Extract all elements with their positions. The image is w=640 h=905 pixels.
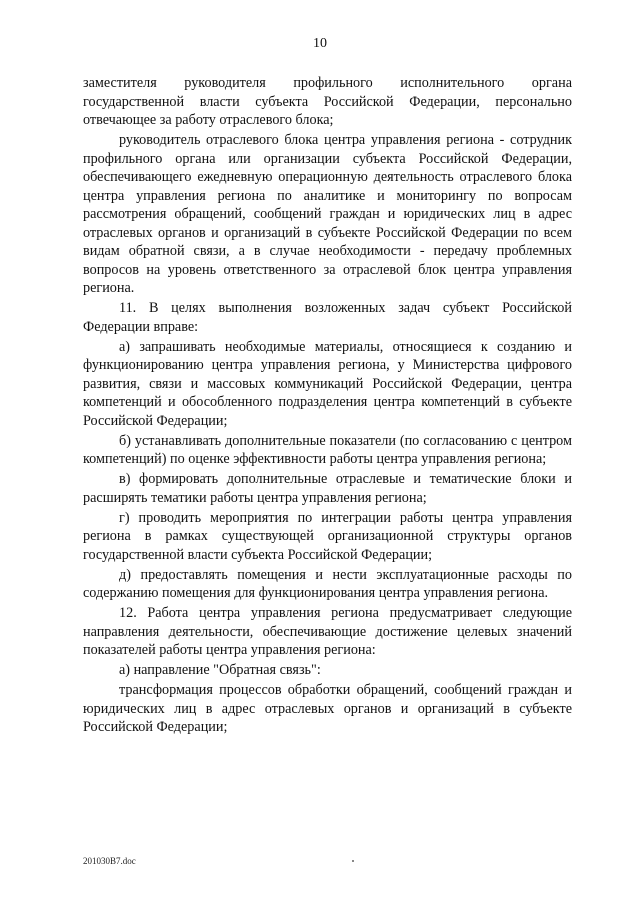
- paragraph-clause-11: 11. В целях выполнения возложенных задач субъект Российской Федерации вправе:: [83, 300, 572, 335]
- paragraph-clause-11-b: б) устанавливать дополнительные показатели (по согласованию с центром компетенций) по оценке эффективности работы центра управления региона;: [83, 432, 572, 467]
- paragraph-clause-11-a: а) запрашивать необходимые материалы, относящиеся к созданию и функционированию центра управления региона, у Министерства цифрового развития, связи и массовых коммуникаций Российской Федерации, центра компетенций и обособленного подразделения центра компетенций в субъекте Российской Федерации;: [83, 338, 572, 429]
- paragraph-continuation: заместителя руководителя профильного исполнительного органа государственной власти субъекта Российской Федерации, персонально отвечающее за работу отраслевого блока;: [83, 75, 572, 128]
- paragraph-clause-12-a: а) направление "Обратная связь":: [119, 662, 321, 678]
- page-number: 10: [313, 36, 327, 51]
- paragraph-clause-11-d: д) предоставлять помещения и нести эксплуатационные расходы по содержанию помещения для функционирования центра управления региона.: [83, 566, 572, 601]
- document-body: [83, 74, 572, 738]
- paragraph-clause-11-v: в) формировать дополнительные отраслевые и тематические блоки и расширять тематики работы центра управления региона;: [83, 471, 572, 506]
- footer-dot-mark: [352, 860, 354, 862]
- paragraph-feedback-transformation: трансформация процессов обработки обращений, сообщений граждан и юридических лиц в адрес отраслевых органов и организаций в субъекте Российской Федерации;: [83, 682, 572, 735]
- paragraph-clause-12: 12. Работа центра управления региона предусматривает следующие направления деятельности, обеспечивающие достижение целевых значений показателей работы центра управления региона:: [83, 605, 572, 658]
- paragraph-block-head: руководитель отраслевого блока центра управления региона - сотрудник профильного органа или организации субъекта Российской Федерации, обеспечивающего ежедневную операционную деятельность отраслевого блока центра управления региона по аналитике и мониторингу по вопросам рассмотрения обращений, сообщений граждан и юридических лиц в адрес отраслевых органов и организаций в субъекте Российской Федерации по всем видам обратной связи, а в случае необходимости - передачу проблемных вопросов на уровень ответственного за отраслевой блок центра управления региона.: [83, 132, 572, 296]
- footer-file-code: 201030В7.doc: [83, 856, 136, 866]
- paragraph-clause-11-g: г) проводить мероприятия по интеграции работы центра управления региона в рамках существующей организационной структуры органов государственной власти субъекта Российской Федерации;: [83, 509, 572, 563]
